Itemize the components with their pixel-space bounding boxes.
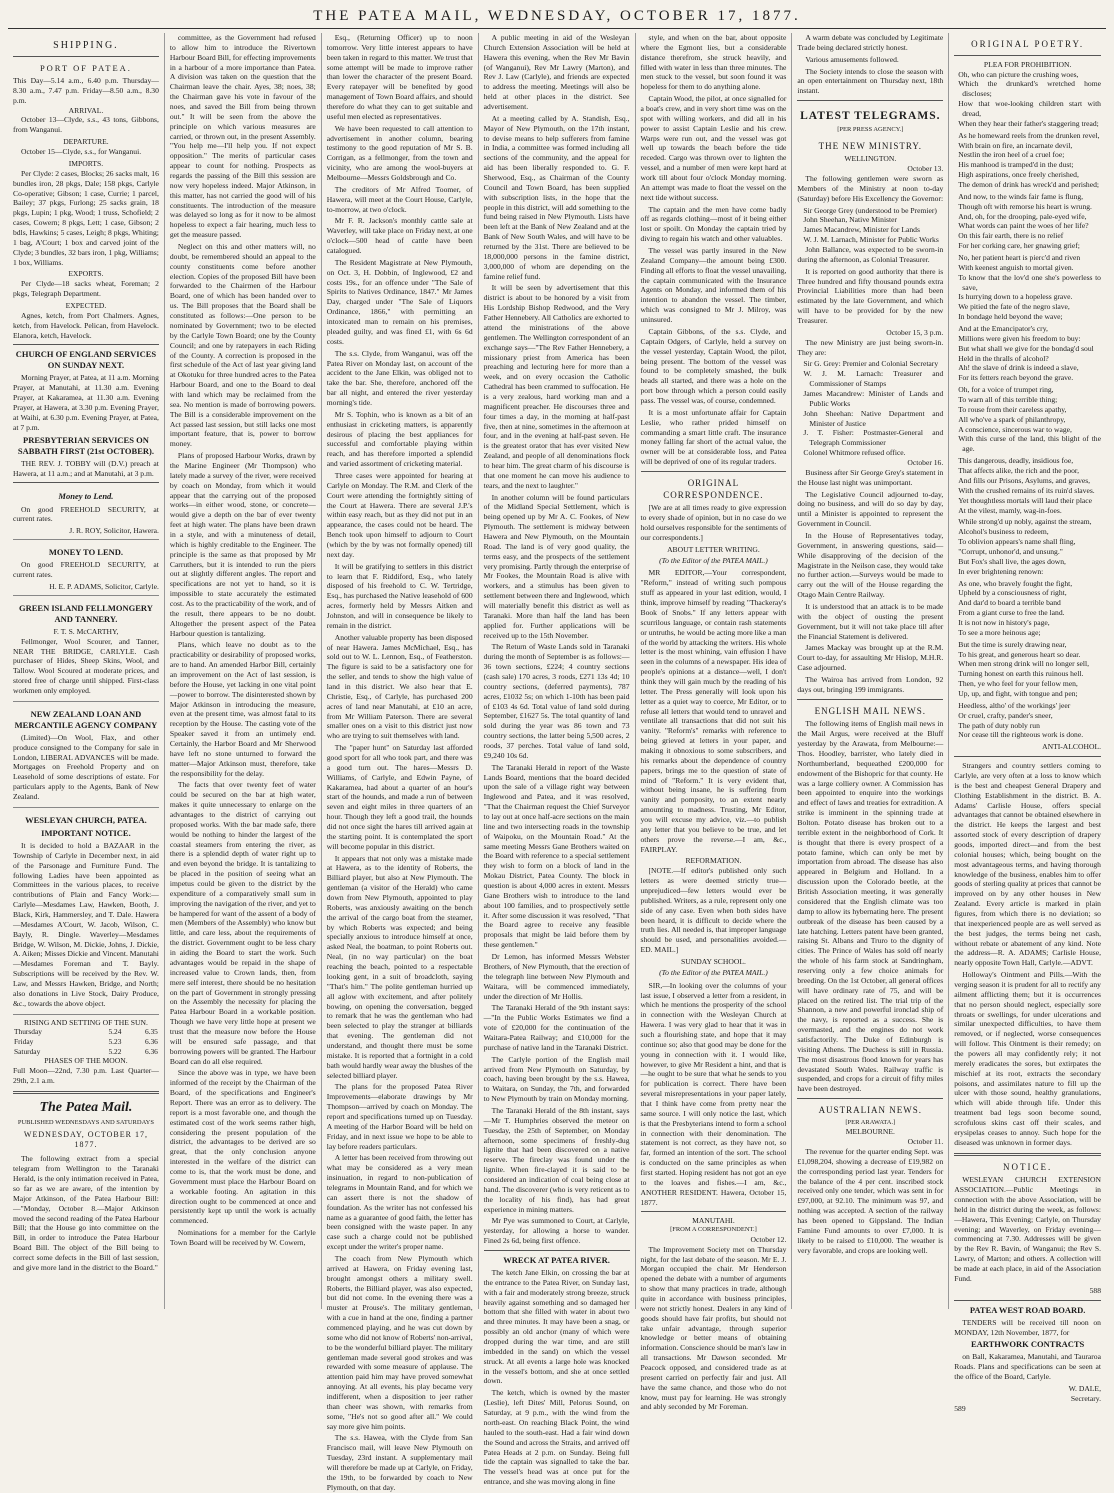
poem-stanza: [954, 192, 1101, 251]
news-paragraph: Mr S. Tophin, who is known as a bit of an enthusiast in cricketing matters, is apparently desirous of placing the best appliances for successful and comfortable playing within reach, and has therefore imported a splendid and varied assortment of cricketing material.: [326, 409, 473, 469]
poem-line: With brain on fire, an incarnate devil,: [958, 140, 1073, 150]
drapery-advert: Strangers and country settlers coming to Carlyle, are very often at a loss to know which is the best and cheapest General Drapery and Clothing Establishment in the district. B. A. Adams' Carlisle House, offers special advantages that cannot be obtained elsewhere in the district. He keeps the largest and best assorted stock of every description of drapery goods, imported direct—and from the best colonial houses; which, being bought on the most advantageous terms, and having thorough knowledge of the business, enables him to offer goods of sterling quality at prices that cannot be improved on by any other houses in New Zealand. Every article is marked in plain figures, from which there is no deviation; so that inexperienced people are as well served as the best judges, the terms being net cash, without rebate or abatement of any kind. Note the address—R. A. ADAMS; Carlisle House, nearly opposite Town Hall, Carlyle.—ADVT.: [954, 761, 1101, 968]
poem-line: Heedless, altho' of the workings' jeer: [958, 700, 1071, 710]
notice-heading: NOTICE.: [1002, 1161, 1053, 1172]
wreck-paragraph: The ketch, which is owned by the master (Leslie), left Dites' Mill, Pelorus Sound, on Saturday, at 9 p.m., with the wind from the north-east. On reaching Black Point, the wind hauled to the south-east. Had a fair wind down the Sound and across the Straits, and arrived off Patea Heads at 2 p.m. on Sunday. Being full tide the captain was signalled to take the bar. The vessel's head was at once put for the entrance, and she was moving along in fine: [483, 1388, 630, 1487]
poem-line: Oh, who can picture the crushing woes,: [958, 69, 1079, 79]
road-board-number: 589: [954, 1403, 966, 1413]
news-paragraph: The "paper hunt" on Saturday last afforded good sport for all who took part, and there was a good turn out. The hares—Messrs D. Williams, of Carlyle, and Edwin Payne, of Kakaramea, had about a quarter of an hour's start of the hounds, and made a run of between seven and eight miles in three quarters of an hour. Though they left a good trail, the hounds did not once sight the hares till arrived again at the starting point. It is contemplated the sport will become popular in this district.: [326, 743, 473, 851]
news-paragraph: The Taranaki Herald of the 8th instant, says—Mr T. Humphries observed the meteor on Tuesday, the 25th of September, on Monday afternoon, some specimens of freshly-dug lignite that had been discovered on a native reserve. The fireclay was found under the lignite. When fire-clayed it is said to be considered an indication of coal being close at hand. The discoverer (who is very reticent as to the locality of his find), has had great experience in mining matters.: [483, 1105, 630, 1214]
column-3: [322, 33, 479, 1492]
correspondence-note: [We are at all times ready to give expression to every shade of opinion, but in no case do we hold ourselves responsible for the sentiments of our correspondents.]: [640, 503, 787, 542]
poem-line: From a giant curse to free the land.: [958, 608, 1065, 618]
ministry-text: It is reported on good authority that there is Three hundred and fifty thousand pounds extra Provincial Liabilities more than had been estimated by the late Government, and which will have to be provided for by the new Treasurer.: [797, 266, 944, 325]
sun-row: [13, 1027, 159, 1037]
ministry-text: The Wairoa has arrived from London, 92 days out, bringing 199 immigrants.: [797, 675, 944, 694]
poem-line: While strong'd up nobly, against the stream,: [958, 517, 1092, 527]
news-paragraph: Esq., (Returning Officer) up to noon tomorrow. Very little interest appears to have been taken in regard to this matter. We trust that some attempt will be made to improve rather than lower the character of the present Board. Every ratepayer will be benefited by good management of Town Board affairs, and should therefore do what they can to get suitable and useful men elected as representatives.: [326, 33, 473, 121]
ministry-entry: Sir G. Grey: Premier and Colonial Secretary: [803, 359, 939, 369]
masthead: THE PATEA MAIL, WEDNESDAY, OCTOBER 17, 1877.: [8, 4, 1106, 29]
news-paragraph: Three cases were appointed for hearing at Carlyle on Monday. The R.M. and Clerk of the Court were attending the fortnightly sitting of the Court at Hawera. There are several J.P.'s within easy reach, but as they did not put in an appearance, the cases could not be heard. The Bench took upon himself to adjourn to Court (which by the by was not formally opened) till next day.: [326, 470, 473, 559]
sun-row: [13, 1037, 159, 1047]
poem-line: Ah! the slave of drink is indeed a slave,: [958, 363, 1079, 373]
road-board-text: TENDERS will be received till noon on MONDAY, 12th November, 1877, for: [954, 1317, 1101, 1337]
news-paragraph: The coach from New Plymouth which arrived at Hawera, on Friday evening last, brought amongst others a military swell. Roberts, the Billiard player, was also expected, but did not come. In the evening there was a muster at Prouse's. The military gentleman, with a cue in hand at the one, finding a partner commenced playing, and he was cut down by some who did not know of Roberts' non-arrival, to be the wonderful billiard player. The military gentleman made several good strokes and was rewarded with some measure of applause. The attention paid him may have proved somewhat annoying. At all events, his play became very indifferent, when a disposition to jeer rather than cheer was shown, with remarks from some, "He's not so good after all." We could say more give him points.: [326, 1253, 473, 1431]
poem-line: No, her patient heart is pierc'd and riven: [958, 253, 1081, 263]
poem-line: That affects alike, the rich and the poor,: [958, 466, 1080, 476]
letter-writing-heading: ABOUT LETTER WRITING.: [667, 544, 760, 554]
poem-stanza: [954, 253, 1101, 322]
sun-cell-set: 6.35: [144, 1027, 158, 1037]
column-4: [479, 33, 636, 1487]
wellington-heading: WELLINGTON.: [844, 154, 897, 164]
sun-row: [13, 1047, 159, 1057]
exports-heading: EXPORTS.: [68, 269, 104, 279]
ministry-entry: J. T. Fisher: Postmaster-General and Telegraph Commissioner: [803, 428, 944, 448]
divider: [954, 1300, 1101, 1301]
ministry-entry: John Sheehan, Native Minister: [803, 215, 898, 225]
article-paragraph: Plans, which leave no doubt as to the practicability or desirability of proposed works, are to hand. An amended Harbor Bill, certainly an improvement on the Act of last session, is before the House, yet lacking in one vital point—power to borrow. The disinterested shown by Major Atkinson in introducing the measure, even at the present time, was almost fatal to its reception by the House. The casting vote of the Speaker saved it from an untimely end. Certainly, the Harbor Board and Mr Sherwood have left no stone unturned to forward the matter—Major Atkinson must, therefore, take the responsibility for the delay.: [169, 640, 316, 778]
letter-writing-sub: (To the Editor of the PATEA MAIL.): [659, 555, 768, 565]
wreck-heading: WRECK AT PATEA RIVER.: [503, 1254, 610, 1265]
article-paragraph: The facts that over twenty feet of water could be secured on the bar at high water, makes it quite unnecessary to enlarge on the advantages to the district of carrying out proposed works. With the bar made safe, there would be nothing to hinder the largest of the coastal steamers from entering the river, as there is a splendid depth of water right up to and even beyond the bridge. It is tantalizing to be placed in the position of seeing what an impetus could be given to the district by the expenditure of a comparatively small sum in improving the navigation of the river, and yet to be hampered for want of the assent of a body of men (Members of the Assembly) who know but little, and care less, about the requirements of the district. Government ought to be less chary in aiding the Board to start the work. Such advantages would be repaid in the shape of increased value to Crown lands, then, from mere self interest, there should be no hesitation on the part of Government in strongly pressing on the Assembly the necessity for placing the Patea Harbour Board in a workable position. Though we have very little hope at present we trust that the measure now before the House will be ensured safe passage, and that borrowing powers will be granted. The Harbour Board can do all else required.: [169, 780, 316, 1066]
poem-stanza: [954, 456, 1101, 515]
poem-line: For her corking care, her gnawing grief;: [958, 241, 1080, 251]
poem-line: To see a more heinous age;: [958, 627, 1041, 637]
poem-line: Millions were given his freedom to buy:: [958, 333, 1081, 343]
australian-news-sub: [PER ARAWATA.]: [845, 1118, 896, 1126]
poem-line: To his great, and generous heart so dear.: [958, 649, 1081, 659]
poem-line: Nestlin the iron heel of a cruel foe;: [958, 150, 1065, 160]
column-7: [949, 33, 1106, 1413]
manutahi-sub: [FROM A CORRESPONDENT.]: [670, 1226, 757, 1234]
poem-line: Turning honest on earth this ruinous hell.: [958, 669, 1084, 679]
poem-line: Which the drunkard's wretched home discloses;: [958, 79, 1101, 99]
poem-line: To rouse from their careless apathy,: [958, 404, 1067, 414]
letter-writing-text: MR EDITOR,—Your correspondent, "Reform," instead of writing such pompous stuff as appeared in your last edition, would, I think, improve himself by reading "Thackeray's Book of Snobs." If any letters appear with scurrilous language, or contain rash statements or untruths, he would be acting more like a man of the world by attacking the writers. His whole letter is the most whining, vain effusion I have seen in the columns of a newspaper. His idea of people's opinions at a distance—well, I don't think they will gain much by the reading of his letter. The Press generally will look upon his letter as a quiet way to coerce, Mr Editor, or to refuse all letters that would tend to unravel and ventilate all transactions that did not suit his vanity. "Reform's" remarks with reference to being grieved at letters in your paper, and making it obnoxious to some subscribers, and his remarks about the dependence of country papers, brings me to the question of state of mind of "Reform." It is very evident that, without being insane, he is suffering from vanity and pomposity, to an extent nearly amounting to madness. Trusting, Mr Editor, you will excuse my advice, viz.—to publish any letter that you believe to be true, and let others prove the reverse.—I am, &c., FAIRPLAY.: [640, 568, 787, 854]
poem-line: How that woe-looking children start with dread,: [958, 99, 1101, 118]
road-board-signature: W. DALE,: [1068, 1384, 1101, 1394]
article-paragraph: Plans of proposed Harbour Works, drawn by the Marine Engineer (Mr Thompson) who lately made a survey of the river, were received by coach on Monday, from which it would appear that the carrying out of the proposed works—in either wood, stone, or concrete—would give a depth on the bar of ever twenty feet at high water. The plans have been drawn in a style, and with a minuteness of detail, which is highly creditable to the Engineer. The principle is the same as that proposed by Mr Carruthers, but it is intended to run the piers out at slightly different angles. The report and specifications are not yet to hand, so it is impossible to state accurately the estimated cost. As to the practicability of the work, and of the result, there appears to be no doubt. Altogether the present aspect of the Patea Harbour question is tantalizing.: [169, 451, 316, 638]
divider: [954, 55, 1101, 56]
poem-line: And now, to the winds fair fame is flung,: [958, 191, 1084, 201]
manutahi-heading: MANUTAHI.: [692, 1216, 735, 1226]
wreck-paragraph: The captain and the men have come badly off as regards clothing—most of it being either lost or spoilt. On Monday the captain tried by diving to regain his watch and other valuables.: [640, 204, 787, 244]
dateline: WEDNESDAY, OCTOBER 17, 1877.: [23, 1129, 148, 1149]
manutahi-text: The Society intends to close the season with an open entertainment on Thursday next, 18th instant.: [797, 66, 944, 96]
news-paragraph: Dr Lemon, has informed Messrs Webster Brothers, of New Plymouth, that the erection of the telegraph line between New Plymouth and Waitara, will be commenced immediately, under the direction of Mr Hollis.: [483, 952, 630, 1001]
divider: [797, 1098, 943, 1099]
arrival-heading: ARRIVAL.: [68, 105, 104, 115]
moon-text: Full Moon—22nd, 7.30 p.m. Last Quarter—29th, 2.1 a.m.: [13, 1066, 159, 1086]
latest-telegrams-sub: [PER PRESS AGENCY.]: [837, 126, 904, 134]
money-ad-2-sign: H. E. P. ADAMS, Solicitor, Carlyle.: [49, 581, 159, 591]
presbyterian-text: THE REV. J. TOBBY will (D.V.) preach at Hawera, at 11 a.m.; and at Manutahi, at 3 p.m.: [13, 458, 159, 478]
road-board-heading: PATEA WEST ROAD BOARD.: [969, 1304, 1086, 1315]
editorial-text: The following extract from a special telegram from Wellington to the Taranaki Herald, is the only intimation received in Patea, so far as we are aware, of the intention by Major Atkinson, of the Patea Harbour Bill:—"Monday, October 8.—Major Atkinson moved the second reading of the Patea Harbour Bill; that the House go into committee on the Bill, in order to introduce the Patea Harbour Board Bill. The object of the Bill being to correct some defects in the Bill of last session, and give more land in the district to the Board.": [13, 1154, 159, 1272]
news-paragraph: A letter has been received from throwing out what may be considered as a very mean insinuation, in regard to non-publication of telegrams in Mountain Rand, and for which we can assert there is not the shadow of foundation. As the writer has not confessed his name as a guarantee of good faith, the letter has been consigned with the waste paper. In any case such a charge could not be published except under the writer's proper name.: [326, 1153, 473, 1252]
port-heading: PORT OF PATEA.: [39, 63, 132, 73]
news-paragraph: The s.s. Clyde, from Wanganui, was off the Patea River on Monday last, on account of the accident to the Jane Elkin, was obliged not to take the bar. She, therefore, anchored off the bar all night, and entered the river yesterday morning's tide.: [326, 348, 473, 407]
published-line: PUBLISHED WEDNESDAYS AND SATURDAYS: [17, 1119, 154, 1127]
poem-line: As one, who bravely fought the fight,: [958, 578, 1073, 588]
poem-stanza: [954, 579, 1101, 638]
wreck-paragraph: Captain Gibbons, of the s.s. Clyde, and Captain Odgers, of Carlyle, held a survey on the vessel yesterday, Captain Wood, the pilot, being present. The bottom of the vessel was found to be completely smashed, the bulk heads all started, and there was a hole on the port bow through which a person could easily pass. The vessel was, of course, condemned.: [640, 326, 787, 405]
poem-line: With keenest anguish to mortal given.: [958, 262, 1074, 272]
poem-line: What words can paint the woes of her life?: [958, 221, 1089, 231]
sun-heading: RISING AND SETTING OF THE SUN.: [23, 1017, 148, 1027]
poem-stanza: [954, 640, 1101, 699]
melbourne-heading: MELBOURNE.: [845, 1127, 895, 1137]
fellmongery-text: Fellmonger, Wool Scourer, and Tanner, NEAR THE BRIDGE, CARLYLE. Cash purchaser of Hides, Sheep Skins, Wool, and Tallow. Wool Scoured at moderate prices, and stored free of charge until shipped. First-class workmen only employed.: [13, 636, 159, 695]
poem-line: As he homeward reels from the drunken revel,: [958, 130, 1100, 140]
divider: [641, 471, 787, 472]
fellmongery-ad: [13, 599, 159, 702]
sun-cell-set: 6.36: [144, 1037, 158, 1047]
news-paragraph: The Resident Magistrate at New Plymouth, on Oct. 3, H. Dobbin, of Inglewood, £2 and costs 19s., for an offence under "The Sale of Spirits to Natives Ordinance, 1847." Mr James Day, charged under "The Sale of Liquors Ordinance, 1866," with permitting an intoxicated man to remain on his premises, pleaded guilty, and was fined £1, with 6s 6d costs.: [326, 257, 473, 346]
column-1: [8, 33, 165, 1309]
poem-line: The path of duty nobly run: [958, 720, 1040, 730]
ministry-entry: James Macandrew: Minister of Lands and Public Works: [803, 388, 944, 408]
original-poetry-heading: ORIGINAL POETRY.: [971, 39, 1085, 49]
column-6: [792, 33, 949, 1309]
poem-line: Nor cease till the righteous work is done.: [958, 730, 1084, 740]
poem-line: But Fox's shall live, the ages down,: [958, 556, 1066, 566]
article-paragraph: Neglect on this and other matters will, no doubt, be remembered should an appeal to the county constituents come before another election. Copies of the proposed Bill have been forwarded to the Chairmen of the Harbour Board, one of which has been handed over to us. The Bill proposes that the Board shall be constituted as follows:—One person to be nominated by Government; two to be elected by the Carlyle Town Board; one by the County Council; and one by ratepayers in each Riding of the County. A correction is proposed in the first schedule of the Act of last year giving land at Okotuku for three hundred acres to the Patea Harbour Board, and one to the Board to deal with land which may be reclaimed from the sea. No mention is made of borrowing powers. The Bill is a considerable improvement on the Act passed last session, but still lacks one most important feature, that is, power to borrow money.: [169, 242, 316, 449]
poem-line: "Corrupt, unhonor'd, and unsung.": [958, 546, 1063, 556]
poem-line: Is hurrying down to a hopeless grave.: [958, 292, 1073, 302]
arrival-text: October 13—Clyde, s.s., 43 tons, Gibbons, from Wanganui.: [13, 115, 159, 135]
presbyterian-heading: PRESBYTERIAN SERVICES ON SABBATH FIRST (21st OCTOBER).: [17, 434, 154, 456]
money-ad-2-text: On good FREEHOLD SECURITY, at current rates.: [13, 560, 159, 579]
divider: [13, 482, 159, 483]
news-paragraph: The Taranaki Herald in report of the Waste Lands Board, mentions that the board decided upon the sale of a village right way between Inglewood and Patea, and it was resolved, "That the Chairman request the Chief Surveyor to lay out at once half-acre sections on the main line and two intersecting roads in the township of Waipoku, on the Mountain Road." At the same meeting Messrs Gane Brothers waited on the Board with reference to a special settlement they wish to form on a block of land in the Mokau District, Patea County. The block in question is about 4,000 acres in extent. Messrs Gane Brothers wish to introduce to the land about 100 families, and to prospectively settle it. After some discussion it was resolved, "That the Board agree to receive any feasible proposals that might be laid before them by these gentlemen.": [483, 762, 630, 950]
news-paragraph: The plans for the proposed Patea River Improvements—elaborate drawings by Mr Thompson—arrived by coach on Monday. The report and specifications turned up on Tuesday. A meeting of the Harbor Board will be held on Friday, and in next issue we hope to be able to lay before readers particulars.: [326, 1082, 473, 1151]
ministry-list-2: [797, 359, 943, 458]
poem-line: And, oh, for the drooping, pale-eyed wife,: [958, 211, 1087, 221]
sun-cell-rise: 5.24: [108, 1027, 122, 1037]
poem-stanza: [954, 70, 1101, 129]
poem-line: In bondage held beyond the wave;: [958, 312, 1063, 322]
departure-text: October 15—Clyde, s.s., for Wanganui.: [21, 147, 142, 157]
holloway-advert: Holloway's Ointment and Pills.—With the verging season it is prudent for all to rectify any ailment afflicting them; but it is occurrences that no person should neglect, especially sore throats or swellings, for under ulcerations and similar unexpected difficulties, to have them removed, or if neglected, worse consequences will follow. This Ointment is their remedy; on the powers all may confidently rely; it not merely eradicates the sores, but extirpates the mischief at its root, extracts the secondary poisons, and assimilates nature to fill up the ulcer with those sound, healthy granulations, which will abide through life. Under this treatment bad legs soon become sound, scrofulous skins cast off their scales, and erysipelas ceases to annoy. Such hope for the diseased was unknown in former days.: [954, 970, 1101, 1147]
poem-line: When men strong drink will no longer sell,: [958, 659, 1090, 669]
ministry-text: In the House of Representatives today, Government, in answering questions, said—While disapproving of the decision of the Magistrate in the Neilson case, they would take no further action.—Surveys would be made to carry out the will of the House regarding the Otago Main Centre Railway.: [797, 531, 944, 600]
poem-title: PLEA FOR PROHIBITION.: [983, 59, 1072, 69]
poem-stanza: [954, 701, 1101, 740]
reformation-heading: REFORMATION.: [685, 856, 742, 866]
sunday-school-heading: SUNDAY SCHOOL.: [681, 957, 746, 966]
sun-cell-set: 6.36: [144, 1046, 158, 1056]
poem-line: With the crushed remains of its ruin'd slaves.: [958, 485, 1095, 495]
wreck-paragraph: Captain Wood, the pilot, at once signalled for a boat's crew, and in very short time was on the spot with willing workers, and did all in his power to assist Captain Leslie and his crew. Warps were run out, and the vessel was got well up towards the beach before the tide receded. Cargo was thrown over to lighten the vessel, and a number of men were kept hard at work till about four o'clock Monday morning. An attempt was made to float the vessel on the next tide without success.: [640, 94, 787, 202]
notice-text: WESLEYAN CHURCH EXTENSION ASSOCIATION.—Public Meetings in connection with the above Association, will be held in the district during the week, as follows:—Hawera, This Evening; Carlyle, on Thursday evening; and Waverley, on Friday evening—commencing at 7.30. Addresses will be given by the Rev R. Bavin, of Wanganui; the Rev S. Lawry, of Marton; and others. A collection will be made at each place, in aid of the Association Fund.: [954, 1175, 1101, 1283]
poem-line: The demon of drink has wreck'd and perished;: [958, 180, 1100, 189]
manutahi-date: October 12.: [750, 1234, 787, 1244]
news-paragraph: It will be gratifying to settlers in this district to learn that F. Riddiford, Esq., who lately disposed of his freehold to C. W. Tertridge, Esq., has purchased the Native leasehold of 600 acres, formerly held by Messrs Aitken and Johnston, and will in consequence be likely to remain in the district.: [326, 561, 473, 630]
departure-heading: DEPARTURE.: [63, 137, 109, 147]
poem-line: In ever brightening renown:: [958, 566, 1044, 576]
poem-line: Though oft with remorse his heart is wrung.: [958, 201, 1092, 211]
poem-line: To know that the lov'd one she's powerless to save,: [958, 272, 1101, 292]
divider: [641, 1211, 787, 1212]
sun-cell-day: Friday: [14, 1037, 34, 1047]
poem-line: And at the Emancipator's cry,: [958, 324, 1048, 334]
column-5: [636, 33, 793, 1412]
ministry-text: Business after Sir George Grey's statement in the House last night was unimportant.: [797, 467, 944, 487]
poem-stanza: [954, 131, 1101, 190]
news-paragraph: It will be seen by advertisement that this district is about to be honored by a visit from His Lordship Bishop Redwood, and the Very Father Hennebery. All Catholics are exhorted to attend the ministrations of the above gentlemen. The Wellington correspondent of an exchange says—"The Rev Father Hennebery, a missionary priest from America has been preaching and lecturing here for more than a week, and on every occasion the Catholic Cathedral has been crammed to suffocation. He is a very zealous, hard working man and a magnificent preacher. He discourses three and four times a day, in the morning at half-past five, then at nine, sometimes in the afternoon at four, and in the evening at half-past seven. He is the greatest orator that has ever visited New Zealand, and people of all denominations flock to hear him. The great charm of his discourse is that one moment he can move his audience to tears, and the next to laughter.": [483, 283, 630, 490]
poem-line: Up, up, and fight, with tongue and pen;: [958, 688, 1078, 698]
poem-line: This dangerous, deadly, insidious foe,: [958, 456, 1074, 466]
australian-news-text: The revenue for the quarter ending Sept. was £1,098,204, showing a decrease of £19,982 on the corresponding period last year. Tenders for the balance of the 4 per cent. inscribed stock received only one tender, which was sent in for £97,000, at 92.10. The minimum was 97, and nothing was accepted. A section of the railway has been opened to Gippsland. The Indian Famine Fund amounts to over £7,000. It is likely to be raised to £10,000. The weather is very favorable, and crops are looking well.: [797, 1146, 944, 1255]
divider: [484, 1250, 630, 1251]
ministry-text: The Legislative Council adjourned to-day, doing no business, and will do so day by day, until a Minister is appointed to represent the Government in Council.: [797, 489, 944, 529]
poem-line: Then, ye who feel for your fellow men,: [958, 679, 1078, 689]
poem-line: Oh, for a voice of trumpet ring,: [958, 385, 1054, 395]
ministry-entry: James Macandrew, Minister for Lands: [803, 225, 920, 235]
date-line: October 16.: [907, 458, 944, 467]
ministry-entry: W. J. M. Larnach, Minister for Public Works: [803, 235, 939, 245]
money-ad-2: [13, 543, 159, 596]
latest-telegrams-heading: LATEST TELEGRAMS.: [800, 110, 941, 123]
wreck-paragraph: The vessel was partly insured in the New Zealand Company—the amount being £300. Finding all efforts to float the vessel unavailing, the captain communicated with the Insurance Agents on Monday, and informed them of his intention to abandon the vessel. The timber, which was consigned to Mr J. Milroy, was uninsured.: [640, 246, 787, 325]
road-board-contracts: EARTHWORK CONTRACTS: [970, 1339, 1085, 1350]
new-ministry-heading: THE NEW MINISTRY.: [818, 140, 923, 151]
poem-line: Held in the thralls of alcohol?: [958, 353, 1049, 363]
poem-line: To warn all of this terrible thing;: [958, 395, 1058, 405]
news-paragraph: Another valuable property has been disposed of near Hawera. James McMichael, Esq., has sold out to W. L. Lennon, Esq., of Featherston. The figure is said to be a satisfactory one for the seller, and tends to show the high value of land in this district. We also hear that E. Christie, Esq., of Carlyle, has purchased 200 acres of land near Manutahi, at £10 an acre, from Mr William Paterson. There are several smaller ones on a visit to this district just now who are trying to suit themselves with land.: [326, 632, 473, 741]
shipping-heading: SHIPPING.: [53, 40, 119, 51]
road-board-title: Secretary.: [1070, 1393, 1101, 1403]
poem-stanza: [954, 517, 1101, 576]
wreck-paragraph: It is a most unfortunate affair for Captain Leslie, who rather prided himself on commanding a smart little craft. The insurance money falling far short of the actual value, the owner will be at considerable loss, and Patea will be deprived of one of its regular traders.: [640, 407, 787, 467]
money-ad-1-sign: J. R. ROY, Solicitor, Hawera.: [69, 526, 159, 536]
news-paragraph: In another column will be found particulars of the Midland Special Settlement, which is being opened up by Mr A. C. Fookes, of New Plymouth. The settlement is midway between Hawera and New Plymouth, on the Mountain Road. The land is of very good quality, the terms easy, and the prospects of the settlement very promising. Partly through the enterprise of Mr Fookes, the Mountain Road is alive with workers, and a stimulus has been given to settlement between there and Inglewood, which will materially benefit this district as well as Taranaki. More than half the land has been applied for. Further applications will be received up to the 15th November.: [483, 492, 630, 640]
sun-cell-rise: 5.22: [108, 1046, 122, 1056]
divider: [954, 756, 1101, 757]
poem-line: But what shall we give for the bondag'd soul: [958, 343, 1094, 353]
expected-heading: EXPECTED.: [65, 300, 107, 310]
poem-line: And dar'd to board a terrible band: [958, 598, 1061, 608]
reformation-text: [NOTE.—If editor's published only such letters as were deemed strictly true—unprejudiced—few letters would ever be published. Writers, as a rule, represent only one side of any case. Even when both sides have been heard, it is difficult to decide where the truth lies. All needed is, that improper language should be used, and personalities avoided.—ED. MAIL.]: [640, 866, 787, 955]
imports-heading: IMPORTS.: [68, 158, 104, 168]
news-paragraph: The Carlyle portion of the English mail arrived from New Plymouth on Saturday, by coach, having been brought by the s.s. Hawea, to Waitara, on Sunday, the 7th, and forwarded to New Plymouth by train on Monday morning.: [483, 1054, 630, 1104]
poem-line: A conscience, sincerous war to wage,: [958, 424, 1072, 434]
poem-line: His manhood is tramped'd in the dust;: [958, 160, 1074, 170]
poem-line: Or cruel, crafty, pander's sneer,: [958, 710, 1053, 720]
divider: [13, 56, 159, 57]
poem-line: When they hear their father's staggering tread;: [958, 118, 1099, 128]
sunday-school-sub: (To the Editor of the PATEA MAIL.): [659, 967, 768, 977]
news-paragraph: A public meeting in aid of the Wesleyan Church Extension Association will be held at Hawera this evening, when the Rev Mr Bavin (of Wanganui), Rev Mr Lawry (Marton), and Rev J. Law (Carlyle), and friends are expected to address the meeting. Meetings will also be held at other places in the district. See advertisement.: [483, 33, 630, 112]
tides-text: This Day—5.14 a.m., 6.40 p.m. Thursday—8.30 a.m., 7.47 p.m. Friday—8.50 a.m., 8.30 p.m.: [13, 76, 159, 105]
ministry-text: The new Ministry are just being sworn-in. They are:: [797, 337, 944, 357]
divider: [797, 699, 943, 700]
ministry-entry: W. J. M. Larnach: Treasurer and Commissioner of Stamps: [803, 369, 944, 389]
english-mail-text: The following items of English mail news in the Mail Argus, were received at the Bluff yesterday by the Arawata, from Melbourne:— Thos. Hoodley, barrister, who lately died in Northumberland, bequeathed £200,000 for endowment of the Bishopric for that county. He was a large colliery owner. A Commission has been appointed to enquire into the workings and effect of laws and treaties for extradition. A strike is imminent in the spinning trade at Bolton. Potato disease has broken out to a terrible extent in the neighborhood of Cork. It is thought that there is every prospect of a potato famine, which can only be met by importation from abroad. The disease has also appeared in Belgium and Holland. In a discussion upon the Colorado beetle, at the British Association meeting, it was generally considered that the English climate was too damp to allow its hybernating here. The present outbreak of the disease has been caused by a late hatching. Letters patent have been granted, raising St. Albans and Truro to the dignity of cities. The Prince of Wales has sold off nearly the whole of his farm stock at Sandringham, reserving only a few choice animals for breeding. On the 1st October, all general offices will have ordinary rate of 75, and will be placed on the retired list. The trial trip of the Shannon, a new and powerful ironclad ship of the navy, is reported as a success. She is overmasted, and the engines do not work satisfactorily. The Duke of Edinburgh is visiting Athens. The Duchess is still in Russia. The most disastrous flood known for years has devastated South Wales. Railway traffic is suspended, and crops for a circuit of fifty miles have been destroyed.: [797, 719, 944, 1094]
poem-line: Alcohol's business to redeem,: [958, 527, 1049, 537]
article-paragraph: Since the above was in type, we have been informed of the receipt by the Chairman of the Board, of the specifications and Engineer's Report. There was an error as to delivery. The report is a most favorable one, and though the estimated cost of the work seems rather high, considering the present population of the district, the advantages to be derived are so great, that the only conclusion anyone interested in the welfare of the district can come to is, that the work must be done, and Government must place the Harbour Board on a workable footing. An agitation in this direction ought to be commenced at once and persistently kept up until the work is actually commenced.: [169, 1068, 316, 1226]
poem-stanza: [954, 324, 1101, 383]
news-paragraph: Mr F. R. Jackson's monthly cattle sale at Waverley, will take place on Friday next, at one o'clock—500 head of cattle have been catalogued.: [326, 216, 473, 256]
sun-table: [13, 1027, 159, 1056]
ministry-entry: John Sheehan: Native Department and Minister of Justice: [803, 408, 944, 428]
money-ad-2-heading: MONEY TO LEND.: [48, 547, 124, 558]
money-ad-1-heading: Money to Lend.: [58, 491, 114, 502]
ministry-entry: Colonel Whitmore refused office.: [803, 448, 906, 458]
poem-line: Yet thoughtless mortals will laud their place: [958, 495, 1093, 505]
paper-title: The Patea Mail.: [39, 1099, 133, 1115]
wesleyan-text: It is decided to hold a BAZAAR in the Township of Carlyle in December next, in aid of the Parsonage and Furniture Fund. The following Ladies have been appointed as Committees in the various places, to receive contributions of Plain and Fancy Work:— Carlyle—Mesdames Law, Hawken, Booth, J. Black, Kirk, Hammersley, and T. Dale. Hawera—Mesdames A'Court, W. Jacob, Wilson, C. Bayly, R. Dingle. Waverley—Mesdames Bridge, W. Wilson, M. Dickie, Johns, J. Dickie, A. Aiken; Misses Dickie and Vincent. Manutahi—Mesdames Foreman and T. Bayly. Subscriptions will be received by the Rev. W. Law, and Messrs Hawken, Bridge, and North; also donations in Live Stock, Dairy Produce, &c., towards the above object.: [13, 841, 159, 1008]
manutahi-text: The Improvement Society met on Thursday night, for the last debate of the season. Mr E. J. Morgan occupied the chair. Mr Henderson opened the debate with a number of arguments to show that many practices in trade, although quite in accordance with business principles, were not strictly honest. Dealers in any kind of goods should have fair profits, but should not take unfair advantage, through superior knowledge or better means of obtaining information. Conscience should be man's law in all transactions. Mr Dawson seconded. Mr Peacock opposed, and considered trade as at present carried on perfectly fair and just. All have the same chance, and those who do not know, must pay for learning. He was strongly and ably seconded by Mr Foreman.: [640, 1244, 787, 1412]
poem-line: All who've a spark of philanthropy,: [958, 414, 1066, 424]
poem-line: Upheld by a consciousness of right,: [958, 588, 1067, 598]
ministry-list-1: [797, 206, 943, 245]
road-board-text-2: on Ball, Kakaramea, Manutahi, and Tauraroa Roads. Plans and specifications can be seen at the office of the Board, Carlyle.: [954, 1352, 1101, 1382]
nz-loan-text: (Limited)—On Wool, Flax, and other produce consigned to the Company for sale in London, LIBERAL ADVANCES will be made. Mortgages on Freehold Property and on Leasehold of some descriptions of estate. For particulars apply to the Agents, Bank of New Zealand.: [13, 732, 159, 802]
column-2: [165, 33, 322, 1309]
sun-cell-rise: 5.23: [108, 1037, 122, 1047]
expected-text: Agnes, ketch, from Port Chalmers. Agnes, ketch, from Havelock. Pelican, from Havelock. Elanora, ketch, Havelock.: [13, 310, 159, 340]
wreck-paragraph: style, and when on the bar, about opposite where the Egmont lies, but a considerable distance therefrom, she struck heavily, and filled with water in less than three minutes. The men stuck to the vessel, but soon found it was hopeless for them to do anything alone.: [640, 33, 787, 92]
date-line: October 13.: [907, 164, 944, 174]
date-line: October 11.: [907, 1137, 944, 1147]
ministry-text: James Mackay was brought up at the R.M. Court to-day, for assaulting Mr Hislop, M.H.R. Case adjourned.: [797, 643, 944, 673]
news-paragraph: Mr Pye was summoned to Court, at Carlyle, yesterday, for allowing a horse to wander. Fined 2s 6d, being first offence.: [483, 1216, 630, 1246]
english-mail-heading: ENGLISH MAIL NEWS.: [814, 705, 927, 716]
ministry-entry: Sir George Grey (understood to be Premier): [803, 205, 937, 215]
money-ad-1: [13, 487, 159, 540]
poem-line: It is not now in history's page,: [958, 617, 1050, 627]
sun-cell-day: Thursday: [14, 1027, 42, 1037]
poem-line: And fills our Prisons, Asylums, and graves,: [958, 475, 1091, 485]
manutahi-text: A warm debate was concluded by Legitimate Trade being declared strictly honest.: [797, 33, 944, 52]
ministry-text: John Ballance, was expected to be sworn-in during the afternoon, as Colonial Treasurer.: [797, 244, 944, 264]
poem: [954, 70, 1101, 741]
columns: [8, 33, 1106, 1492]
poem-signature: ANTI-ALCOHOL.: [1042, 742, 1101, 752]
australian-news-heading: AUSTRALIAN NEWS.: [818, 1105, 923, 1116]
sunday-school-text: SIR,—In looking over the columns of your last issue, I observed a letter from a resident, in which he mentions the prosperity of the school in connection with the Wesleyan Church at Hawera. I was very glad to hear that it was in such a flourishing state, and hope that it may continue so; also that good may be done for the young in connection with it. I would like, however, to give Mr Resident a hint, and that is—he ought to be sure that what he sends to you for publication is correct. There have been several misrepresentations in your paper lately, that I think have come from pretty near the same source. I will only notice the last, which is that the Presbyterians intend to form a school in connection with their denomination. The statement is not correct, as they have not, so far, formed an intention of the sort. The school is conducted on the same principles as when first started. Hoping resident has not got an eye to the loaves and fishes.—I am, &c., ANOTHER RESIDENT. Hawera, October 15, 1877.: [640, 980, 787, 1207]
wesleyan-heading: WESLEYAN CHURCH, PATEA.: [25, 814, 147, 825]
poem-line: We pitied the fate of the negro slave,: [958, 302, 1070, 312]
moon-heading: PHASES OF THE MOON.: [44, 1056, 128, 1066]
divider: [954, 1153, 1101, 1156]
fellmongery-heading: GREEN ISLAND FELLMONGERY AND TANNERY.: [19, 602, 153, 624]
wreck-paragraph: The ketch Jane Elkin, on crossing the bar at the entrance to the Patea River, on Sunday last, with a fair and moderately strong breeze, struck heavily against something and so damaged her bottom that she filled with water in about two and three minutes. It may have been a snag, or possibly an old anchor (many of which were dropped during the war time, and are still imbedded in the sand) on which the vessel struck. At all events a large hole was knocked in the vessel's bottom, and she at once settled down.: [483, 1268, 630, 1386]
nz-loan-ad: [13, 705, 159, 808]
news-paragraph: The Return of Waste Lands sold in Taranaki during the month of September is as follows:—36 town sections, £224; 4 country sections (cash sale) 170 acres, 3 roods, £271 13s 4d; 10 country sections, (deferred payments), 787 acres, £1032 5s; on which 1-10th has been paid of £103 4s 6d. Total value of land sold during September, £1627 5s. The total quantity of land sold during the year was 86 town and 73 country sections, the latter being 5,500 acres, 2 roods, 37 perches. Total value of land sold, £9,240 10s 6d.: [483, 642, 630, 760]
church-heading: CHURCH OF ENGLAND SERVICES ON SUNDAY NEXT.: [15, 349, 157, 371]
poem-line: But the time is surely drawing near,: [958, 639, 1067, 649]
news-paragraph: It appears that not only was a mistake made at Hawera, as to the identity of Roberts, the Billiard player, but also at New Plymouth. The gentleman (a visitor of the Herald) who came down from New Plymouth, appointed to play Roberts, was anxiously awaiting on the bench the arrival of the cargo boat from the steamer, by which Roberts was expected; and being specially anxious to introduce himself at once, asked Neal, the boatman, to point Roberts out. Neal, (in no way particular) on the boat reaching the beach, pointed to a respectable looking gent, in a suit of broadcloth, saying "That's him." The polite gentleman hurried up all aglow with excitement, and after politely bowing, on opening the conversation, begged to remark that he was the gentleman who had been selected to play the stranger at billiards that evening. The gentleman did not understand, and thought there must be some mistake. It is reported that a fortnight in a cold bath would hardly wear away the blushes of the selected billiard player.: [326, 853, 473, 1080]
news-paragraph: The Taranaki Herald of the 9th instant says:—"In the Public Works Estimates we find a vote of £20,000 for the continuation of the Waitara-Patea Railway; and £10,000 for the purchase of native land in the Taranaki District.: [483, 1003, 630, 1052]
nz-loan-heading: NEW ZEALAND LOAN AND MERCANTILE AGENCY COMPANY: [14, 708, 158, 730]
poem-stanza: [954, 385, 1101, 454]
poem-line: For its fetters reach beyond the grave.: [958, 373, 1074, 383]
exports-text: Per Clyde—18 sacks wheat, Foreman; 2 pkgs, Telegraph Department.: [13, 279, 159, 299]
important-notice-heading: IMPORTANT NOTICE.: [41, 827, 131, 838]
ministry-text: The following gentlemen were sworn as Members of the Ministry at noon to-day (Saturday) before His Excellency the Governor:: [797, 173, 944, 203]
poem-line: To oblivion appears's name shall fling,: [958, 537, 1076, 547]
poem-line: At the vilest, mamly, wag-in-foes.: [958, 505, 1062, 515]
poem-line: High aspirations, once freely cherished,: [958, 170, 1079, 180]
imports-text: Per Clyde: 2 cases, Blocks; 26 sacks malt, 16 bundles iron, 28 pkgs, Dale; 158 pkgs, Carlyle Co-operative; Gibson; 1 case, Currie; 1 parcel, Bailey; 37 pkgs, Furlong; 25 sacks grain, 18 pkgs, Lupin; 1 pkg, Wood; 1 truss, Schofield; 2 cases, Cowern; 8 pkgs, Lett; 1 case, Gibson; 2 bdls, Hawkins; 5 cases, Leigh; 8 pkgs, Whiting; 1 bag, A'Court; 1 box and carved joint of the Clyde; 3 bundles, 32 bars iron, 1 pkg, Williams; 1 box, Williams.: [13, 168, 159, 267]
article-paragraph: committee, as the Government had refused to allow him to introduce the Rivertown Harbour Board Bill, for effecting improvements in a harbour of a more importance than Patea. A division was taken on the question that the Chairman leave the chair. Ayes, 38; noes, 38; the Chairman gave his vote in favour of the noes, and saved the Bill from being thrown out." It will be seen from the above the principle on which various measures are carried, or thrown out, in the present Assembly. "You help me—I'll help you. If not expect opposition." The merits of particular cases appear to count for nothing. Prospects as regards the passing of the Bill this session are now very hopeless indeed. Major Atkinson, in this matter, has not carried the good will of his constituents. The introduction of the measure was delayed so long as for it now to be almost hopeless to expect a fair hearing, much less to get the measure passed.: [169, 33, 316, 240]
divider: [13, 1091, 159, 1094]
fellmongery-name: F. T. S. McCARTHY,: [53, 626, 119, 636]
news-paragraph: The creditors of Mr Alfred Toomer, of Hawera, will meet at the Court House, Carlyle, to-morrow, at two o'clock.: [326, 184, 473, 214]
article-paragraph: Nominations for a member for the Carlyle Town Board will be received by W. Cowern,: [169, 1228, 316, 1247]
divider: [13, 344, 159, 345]
correspondence-heading: ORIGINAL CORRESPONDENCE.: [663, 477, 764, 500]
money-ad-1-text: On good FREEHOLD SECURITY, at current rates.: [13, 504, 159, 524]
divider: [797, 100, 943, 101]
manutahi-text: Various amusements followed.: [805, 54, 899, 64]
poem-line: With this curse of the land, this blight of the age.: [958, 434, 1101, 454]
date-line: October 15, 3 p.m.: [886, 327, 944, 337]
ministry-text: It is understood that an attack is to be made with the object of ousting the present Government, but it will not take place till after the Financial Statement is delivered.: [797, 602, 944, 641]
news-paragraph: The s.s. Hawea, with the Clyde from San Francisco mail, will leave New Plymouth on Tuesday, 23rd instant. A supplementary mail will therefore be made up at Carlyle, on Friday, the 19th, to be forwarded by coach to New Plymouth, on that day.: [326, 1433, 473, 1492]
wesleyan-ad: [13, 811, 159, 1015]
news-paragraph: At a meeting called by A. Standish, Esq., Mayor of New Plymouth, on the 17th instant, to devise means to help sufferers from famine in India, a committee was formed including all sections of the community, and the appeal for aid has been liberally responded to. G. F. Sherwood, Esq., as Chairman of the County Council and Town Board, has been supplied with subscription lists, in the hope that the people in this district, will add something to the fund being raised in New Plymouth. Lists have been left at the Bank of New Zealand and at the Bank of New South Wales, and will have to be returned by the 31st. There are believed to be 18,000,000 persons in the famine district, 3,000,000 of whom are depending on the famine relief fund.: [483, 113, 630, 281]
poem-line: On this fair earth, there is no relief: [958, 231, 1064, 241]
news-paragraph: We have been requested to call attention to advertisement in another column, bearing testimony to the good reputation of Mr S. B. Corrigan, as a fellmonger, from the town and vicinity, who are among the wool-buyers at Melbourne—Messrs Goldsbrough and Co.: [326, 123, 473, 183]
church-text: Morning Prayer, at Patea, at 11 a.m. Morning Prayer, at Manutahi, at 11.30 a.m. Evening Prayer, at Kakaramea, at 11.30 a.m. Evening Prayer, at Hawera, at 3.30 p.m. Evening Prayer, at Waihi, at 6.30 p.m. Evening Prayer, at Patea, at 7 p.m.: [13, 373, 159, 432]
notice-number: 588: [1089, 1285, 1101, 1295]
sun-cell-day: Saturday: [14, 1046, 41, 1056]
